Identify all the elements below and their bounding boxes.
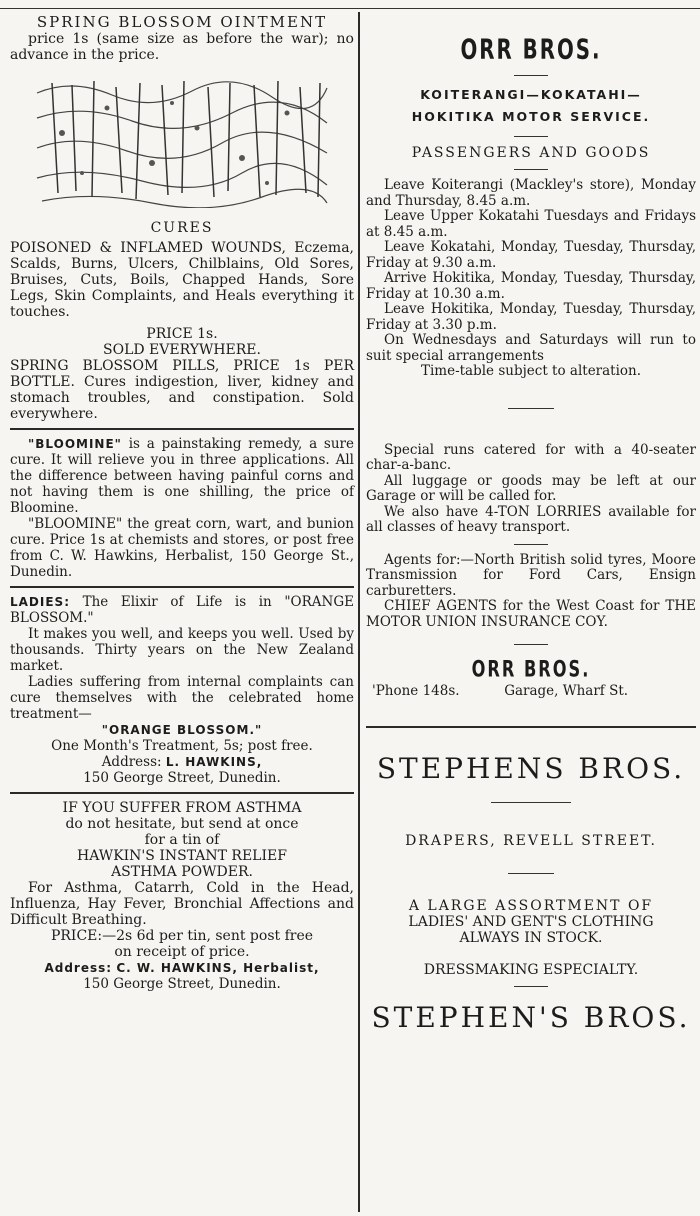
asthma-line-4: HAWKIN'S INSTANT RELIEF	[77, 848, 287, 864]
spring-blossom-ad	[10, 14, 354, 422]
dressmaking-line: DRESSMAKING ESPECIALTY.	[423, 961, 639, 978]
orr-bros-ad	[366, 34, 696, 700]
price-note: price 1s (same size as before the war); no advance in the price.	[10, 31, 354, 63]
section-rule	[366, 726, 696, 728]
short-rule	[514, 644, 548, 645]
top-rule	[0, 8, 700, 9]
orange-blossom-ad	[10, 594, 354, 786]
asthma-address: C. W. HAWKINS, Herbalist,	[116, 961, 320, 975]
asthma-address-2: 150 George Street, Dunedin.	[83, 976, 281, 992]
short-rule	[514, 986, 548, 987]
short-rule	[508, 873, 554, 874]
short-rule	[508, 408, 554, 409]
assortment-3: ALWAYS IN STOCK.	[459, 929, 603, 946]
short-rule	[514, 544, 548, 545]
asthma-line-1: IF YOU SUFFER FROM ASTHMA	[62, 800, 302, 816]
bloomine-text: is a painstaking remedy, a sure cure. It will relieve you in three applications. All the difference between having painful corns and not having them is one shilling, the price of Bloomine.	[10, 436, 354, 516]
agents-note: Agents for:—North British solid tyres, Moore Transmission for Ford Cars, Ensign carburetters.	[366, 551, 696, 599]
cures-heading: CURES	[150, 220, 214, 236]
schedule-2: Leave Upper Kokatahi Tuesdays and Fridays at 8.45 a.m.	[366, 208, 696, 240]
address-name: L. HAWKINS,	[165, 755, 263, 769]
schedule-6: On Wednesdays and Saturdays will run to suit special arrangements	[366, 332, 696, 364]
chief-agents: CHIEF AGENTS for the West Coast for THE MOTOR UNION INSURANCE COY.	[366, 598, 696, 630]
special-runs: Special runs catered for with a 40-seater char-a-banc.	[366, 441, 696, 473]
section-rule	[10, 792, 354, 794]
asthma-address-label: Address:	[44, 961, 113, 975]
short-rule	[514, 136, 548, 137]
short-rule	[491, 802, 571, 803]
assortment-1: A LARGE ASSORTMENT OF	[408, 897, 654, 914]
right-column	[366, 14, 696, 1035]
bloomine-ad	[10, 436, 354, 580]
asthma-body: For Asthma, Catarrh, Cold in the Head, Influenza, Hay Fever, Bronchial Affections and Difficult Breathing.	[10, 880, 354, 928]
schedule-4: Arrive Hokitika, Monday, Tuesday, Thursday, Friday at 10.30 a.m.	[366, 270, 696, 302]
orange-text-2: Ladies suffering from internal complaints can cure themselves with the celebrated home treatment—	[10, 674, 354, 722]
asthma-price-2: on receipt of price.	[114, 944, 250, 960]
stephens-title-2: STEPHEN'S BROS.	[371, 1000, 691, 1034]
stephens-bros-ad	[366, 752, 696, 1035]
stephens-title: STEPHENS BROS.	[376, 751, 686, 785]
asthma-price: PRICE:—2s 6d per tin, sent post free	[50, 928, 314, 944]
address-street: 150 George Street, Dunedin.	[83, 770, 281, 786]
lorries-note: We also have 4-TON LORRIES available for all classes of heavy transport.	[366, 503, 696, 535]
drapers-line: DRAPERS, REVELL STREET.	[405, 832, 657, 849]
ladies-label: LADIES:	[10, 595, 70, 609]
asthma-line-3: for a tin of	[144, 832, 220, 848]
assortment-2: LADIES' AND GENT'S CLOTHING	[408, 913, 654, 930]
luggage-note: All luggage or goods may be left at our Garage or will be called for.	[366, 472, 696, 504]
passengers-goods: PASSENGERS AND GOODS	[411, 145, 651, 161]
asthma-line-5: ASTHMA POWDER.	[111, 864, 253, 880]
orr-footer-title: ORR BROS.	[471, 656, 591, 683]
orange-name: "ORANGE BLOSSOM."	[101, 723, 263, 737]
price-line: PRICE 1s.	[146, 326, 218, 342]
bloomine-name: "BLOOMINE"	[28, 437, 122, 451]
treatment-line: One Month's Treatment, 5s; post free.	[51, 738, 313, 754]
pills-text: SPRING BLOSSOM PILLS, PRICE 1s PER BOTTLE. Cures indigestion, liver, kidney and stomach troubles, and constipation. Sold everywhere.	[10, 358, 354, 422]
cures-text: POISONED & INFLAMED WOUNDS, Eczema, Scalds, Burns, Ulcers, Chilblains, Old Sores, Bruises, Cuts, Boils, Chapped Hands, Sore Legs, Skin Complaints, and Heals everything it touches.	[10, 240, 354, 320]
asthma-line-2: do not hesitate, but send at once	[65, 816, 299, 832]
column-divider	[358, 12, 360, 1212]
schedule-3: Leave Kokatahi, Monday, Tuesday, Thursday, Friday at 9.30 a.m.	[366, 239, 696, 271]
section-rule	[10, 586, 354, 588]
orange-text-1: It makes you well, and keeps you well. Used by thousands. Thirty years on the New Zealand market.	[10, 626, 354, 674]
garage-address: Garage, Wharf St.	[504, 683, 629, 699]
sold-line: SOLD EVERYWHERE.	[103, 342, 261, 358]
orr-title: ORR BROS.	[460, 34, 602, 67]
orange-intro: The Elixir of Life is in "ORANGE BLOSSOM."	[10, 594, 354, 626]
schedule-5: Leave Hokitika, Monday, Tuesday, Thursday, Friday at 3.30 p.m.	[366, 301, 696, 333]
bloomine-text-2: "BLOOMINE" the great corn, wart, and bunion cure. Price 1s at chemists and stores, or post free from C. W. Hawkins, Herbalist, 150 George St., Dunedin.	[10, 516, 354, 580]
schedule-7: Time-table subject to alteration.	[420, 363, 642, 379]
ad-heading: SPRING BLOSSOM OINTMENT	[36, 13, 328, 31]
left-column	[10, 14, 354, 992]
ointment-illustration	[32, 73, 332, 208]
asthma-ad	[10, 800, 354, 992]
short-rule	[514, 75, 548, 76]
section-rule	[10, 428, 354, 430]
schedule-1: Leave Koiterangi (Mackley's store), Monday and Thursday, 8.45 a.m.	[366, 177, 696, 209]
short-rule	[514, 169, 548, 170]
address-label: Address:	[101, 754, 162, 770]
phone-number: 'Phone 148s.	[372, 683, 460, 699]
service-name: KOITERANGI—KOKATAHI—HOKITIKA MOTOR SERVICE.	[411, 87, 651, 124]
